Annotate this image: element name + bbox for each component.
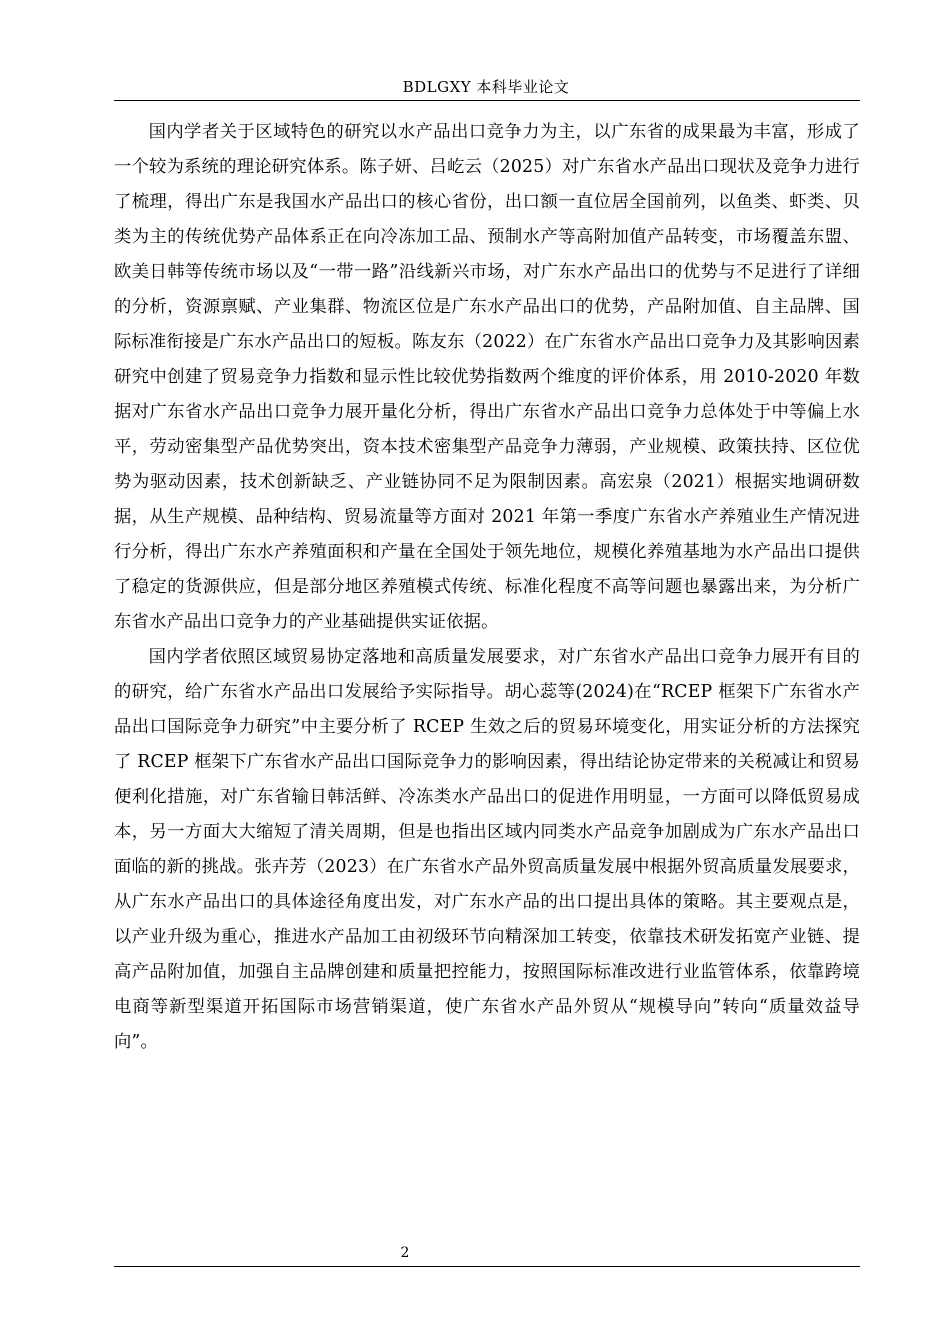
running-header: BDLGXY 本科毕业论文: [402, 78, 570, 96]
page-body: [114, 115, 860, 1060]
page-number: 2: [400, 1245, 410, 1261]
header-divider: [114, 100, 860, 101]
paragraph-trade-agreement-research: 国内学者依照区域贸易协定落地和高质量发展要求，对广东省水产品出口竞争力展开有目的的研究，给广东省水产品出口发展给予实际指导。胡心蕊等(2024)在“RCEP 框架下广东省水产品出口国际竞争力研究”中主要分析了 RCEP 生效之后的贸易环境变化，用实证分析的方法探究了 RCEP 框架下广东省水产品出口国际竞争力的影响因素，得出结论协定带来的关税减让和贸易便利化措施，对广东省输日韩活鲜、冷冻类水产品出口的促进作用明显，一方面可以降低贸易成本，另一方面大大缩短了清关周期，但是也指出区域内同类水产品竞争加剧成为广东水产品出口面临的新的挑战。张卉芳（2023）在广东省水产品外贸高质量发展中根据外贸高质量发展要求，从广东水产品出口的具体途径角度出发，对广东水产品的出口提出具体的策略。其主要观点是，以产业升级为重心，推进水产品加工由初级环节向精深加工转变，依靠技术研发拓宽产业链、提高产品附加值，加强自主品牌创建和质量把控能力，按照国际标准改进行业监管体系，依靠跨境电商等新型渠道开拓国际市场营销渠道，使广东省水产品外贸从“规模导向”转向“质量效益导向”。: [114, 647, 860, 1052]
footer-divider: [114, 1266, 860, 1267]
paragraph-regional-research: 国内学者关于区域特色的研究以水产品出口竞争力为主，以广东省的成果最为丰富，形成了一个较为系统的理论研究体系。陈子妍、吕屹云（2025）对广东省水产品出口现状及竞争力进行了梳理，得出广东是我国水产品出口的核心省份，出口额一直位居全国前列，以鱼类、虾类、贝类为主的传统优势产品体系正在向冷冻加工品、预制水产等高附加值产品转变，市场覆盖东盟、欧美日韩等传统市场以及“一带一路”沿线新兴市场，对广东水产品出口的优势与不足进行了详细的分析，资源禀赋、产业集群、物流区位是广东水产品出口的优势，产品附加值、自主品牌、国际标准衔接是广东水产品出口的短板。陈友东（2022）在广东省水产品出口竞争力及其影响因素研究中创建了贸易竞争力指数和显示性比较优势指数两个维度的评价体系，用 2010-2020 年数据对广东省水产品出口竞争力展开量化分析，得出广东省水产品出口竞争力总体处于中等偏上水平，劳动密集型产品优势突出，资本技术密集型产品竞争力薄弱，产业规模、政策扶持、区位优势为驱动因素，技术创新缺乏、产业链协同不足为限制因素。高宏泉（2021）根据实地调研数据，从生产规模、品种结构、贸易流量等方面对 2021 年第一季度广东省水产养殖业生产情况进行分析，得出广东水产养殖面积和产量在全国处于领先地位，规模化养殖基地为水产品出口提供了稳定的货源供应，但是部分地区养殖模式传统、标准化程度不高等问题也暴露出来，为分析广东省水产品出口竞争力的产业基础提供实证依据。: [114, 122, 860, 632]
